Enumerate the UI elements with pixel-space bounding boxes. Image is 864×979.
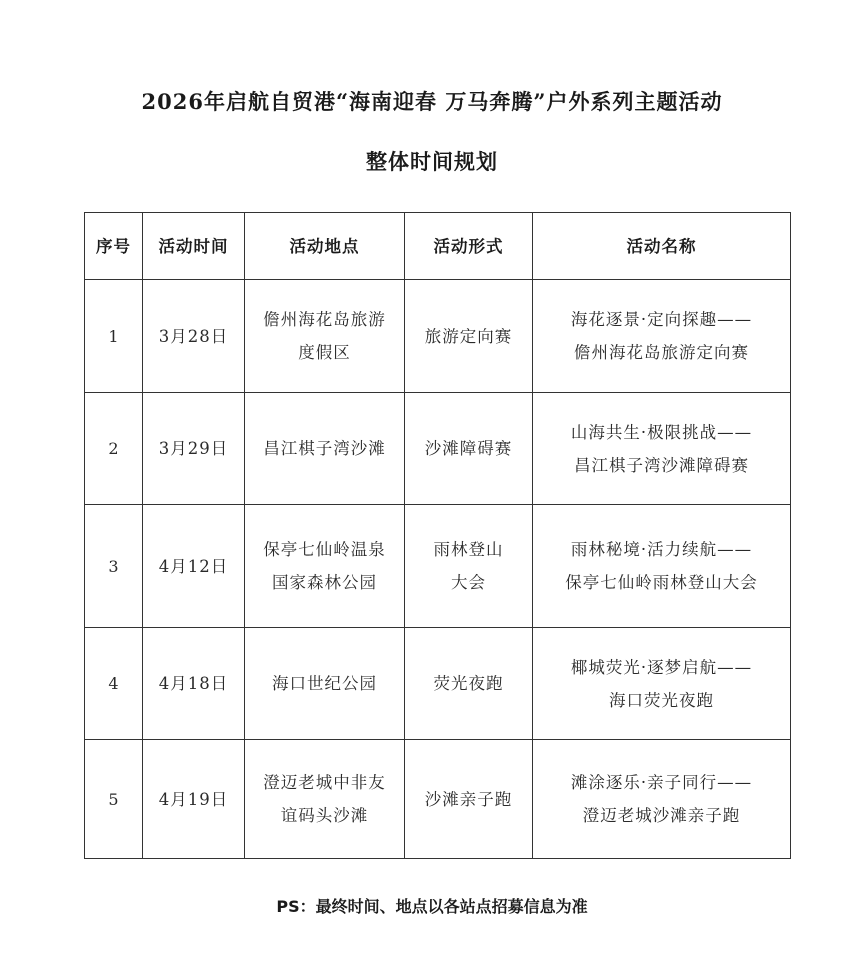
location-line: 昌江棋子湾沙滩 — [263, 439, 386, 458]
row-location — [245, 393, 405, 505]
header-name: 活动名称 — [533, 213, 791, 280]
header-no: 序号 — [85, 213, 143, 280]
name-line: 椰城荧光·逐梦启航—— — [570, 657, 753, 677]
row-date: 4月12日 — [143, 505, 245, 628]
document-title: 2026年启航自贸港“海南迎春 万马奔腾”户外系列主题活动 — [141, 89, 723, 114]
table-row — [85, 628, 791, 740]
name-line: 儋州海花岛旅游定向赛 — [574, 343, 749, 362]
document-subtitle: 整体时间规划 — [366, 149, 498, 174]
header-location: 活动地点 — [245, 213, 405, 280]
name-line: 海口荧光夜跑 — [609, 690, 714, 710]
row-no: 3 — [85, 505, 143, 628]
format-line: 荧光夜跑 — [433, 674, 504, 693]
name-line: 昌江棋子湾沙滩障碍赛 — [574, 455, 749, 475]
location-line: 澄迈老城中非友 — [263, 773, 386, 792]
row-date: 4月19日 — [143, 740, 245, 859]
row-date: 4月18日 — [143, 628, 245, 740]
format-line: 雨林登山 — [433, 540, 504, 559]
header-date: 活动时间 — [143, 213, 245, 280]
row-activity-name — [533, 393, 791, 505]
row-activity-name — [533, 280, 791, 393]
table-row — [85, 740, 791, 859]
row-location — [245, 628, 405, 740]
table-row — [85, 280, 791, 393]
row-format — [405, 393, 533, 505]
location-line: 谊码头沙滩 — [280, 806, 369, 825]
name-line: 滩涂逐乐·亲子同行—— — [570, 773, 753, 792]
row-format — [405, 280, 533, 393]
schedule-table — [84, 212, 791, 859]
location-line: 度假区 — [298, 343, 351, 362]
row-activity-name — [533, 628, 791, 740]
row-location — [245, 740, 405, 859]
name-line: 澄迈老城沙滩亲子跑 — [582, 806, 741, 825]
row-date: 3月28日 — [143, 280, 245, 393]
format-line: 大会 — [451, 573, 486, 592]
location-line: 保亭七仙岭温泉 — [263, 540, 386, 559]
location-line: 海口世纪公园 — [272, 674, 377, 693]
name-line: 雨林秘境·活力续航—— — [570, 540, 753, 559]
format-line: 旅游定向赛 — [424, 326, 513, 346]
table-row — [85, 505, 791, 628]
row-format — [405, 628, 533, 740]
row-no: 2 — [85, 393, 143, 505]
table-header-row — [85, 213, 791, 280]
row-format — [405, 505, 533, 628]
row-location — [245, 505, 405, 628]
name-line: 山海共生·极限挑战—— — [570, 422, 753, 442]
row-no: 1 — [85, 280, 143, 393]
row-location — [245, 280, 405, 393]
header-format: 活动形式 — [405, 213, 533, 280]
name-line: 保亭七仙岭雨林登山大会 — [565, 573, 758, 592]
row-no: 5 — [85, 740, 143, 859]
name-line: 海花逐景·定向探趣—— — [570, 310, 753, 329]
row-format — [405, 740, 533, 859]
format-line: 沙滩障碍赛 — [424, 439, 513, 458]
footnote: PS：最终时间、地点以各站点招募信息为准 — [276, 897, 588, 916]
row-no: 4 — [85, 628, 143, 740]
row-activity-name — [533, 740, 791, 859]
location-line: 国家森林公园 — [272, 573, 377, 592]
table-row — [85, 393, 791, 505]
location-line: 儋州海花岛旅游 — [263, 310, 386, 329]
row-activity-name — [533, 505, 791, 628]
format-line: 沙滩亲子跑 — [424, 789, 513, 809]
row-date: 3月29日 — [143, 393, 245, 505]
